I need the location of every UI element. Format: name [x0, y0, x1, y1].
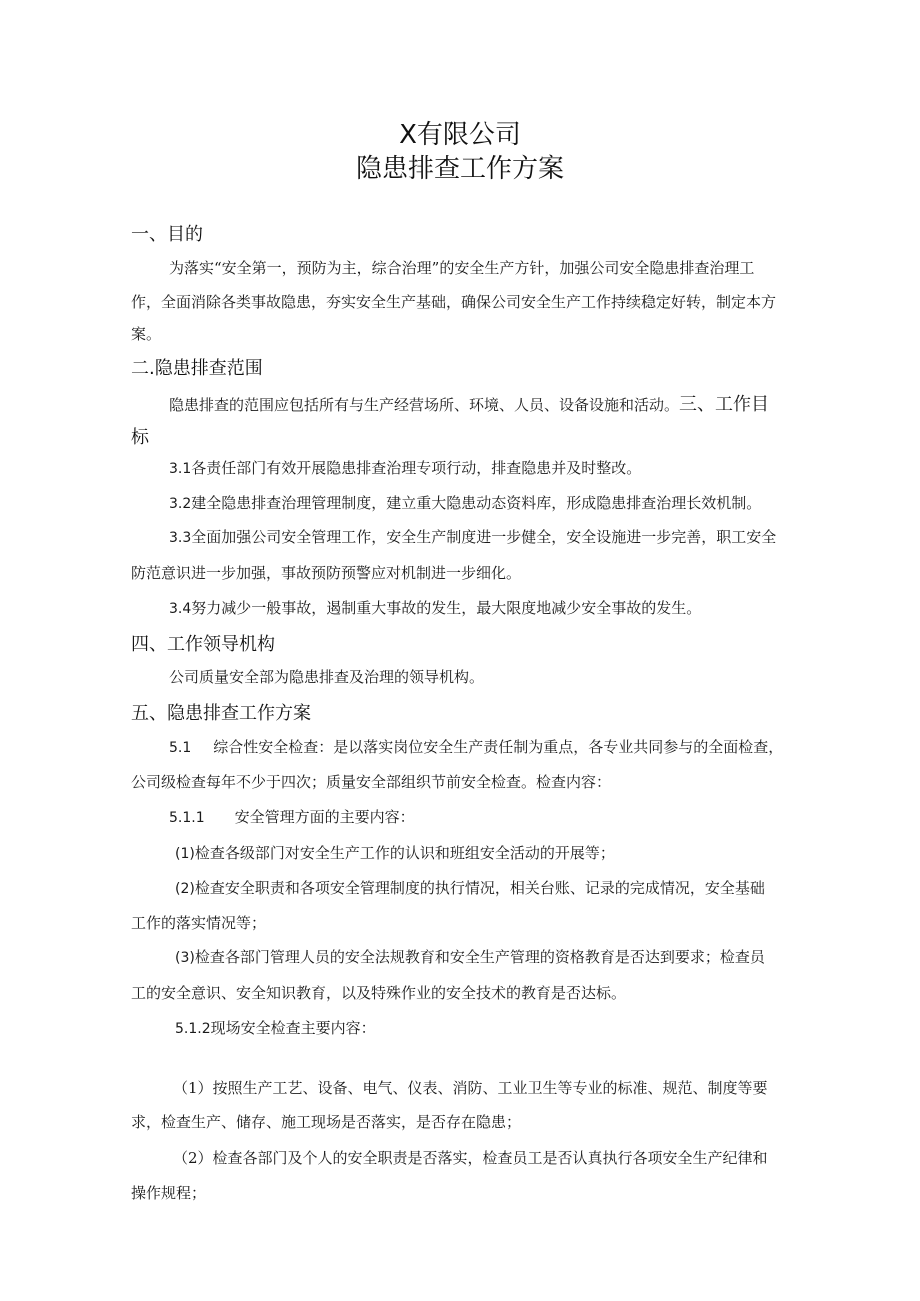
- paragraph-line: 公司级检查每年不少于四次；质量安全部组织节前安全检查。检查内容：: [131, 773, 612, 791]
- paragraph-line: 工作的落实情况等；: [131, 914, 267, 932]
- company-title: X有限公司: [399, 120, 521, 150]
- document-title: 隐患排查工作方案: [355, 154, 564, 184]
- list-item: 3.4努力减少一般事故，遏制重大事故的发生，最大限度地减少安全事故的发生。: [169, 599, 702, 617]
- paragraph-line: [169, 390, 769, 416]
- paragraph-line: 操作规程；: [131, 1184, 207, 1202]
- list-item: 3.2建全隐患排查治理管理制度，建立重大隐患动态资料库，形成隐患排查治理长效机制。: [169, 494, 762, 512]
- section-heading-scope: 二.隐患排查范围: [131, 358, 263, 379]
- list-item: (3)检查各部门管理人员的安全法规教育和安全生产管理的资格教育是否达到要求；检查员: [175, 948, 765, 966]
- list-item: （2）检查各部门及个人的安全职责是否落实，检查员工是否认真执行各项安全生产纪律和: [173, 1149, 768, 1167]
- paragraph-line: 为落实“安全第一，预防为主，综合治理”的安全生产方针，加强公司安全隐患排查治理工: [169, 259, 755, 277]
- list-item: 5.1.1 安全管理方面的主要内容：: [169, 808, 415, 826]
- section-heading-goals-cont: 标: [131, 427, 149, 448]
- list-item: 5.1 综合性安全检查：是以落实岗位安全生产责任制为重点，各专业共同参与的全面检查，: [169, 738, 784, 756]
- list-item: (1)检查各级部门对安全生产工作的认识和班组安全活动的开展等；: [175, 844, 615, 862]
- section-heading-plan: 五、隐患排查工作方案: [131, 703, 311, 724]
- paragraph-line: 作，全面消除各类事故隐患，夯实安全生产基础，确保公司安全生产工作持续稳定好转，制定本方: [131, 293, 777, 311]
- paragraph-line: 工的安全意识、安全知识教育，以及特殊作业的安全技术的教育是否达标。: [131, 984, 627, 1002]
- section-heading-leadership: 四、工作领导机构: [131, 634, 275, 655]
- list-item: 5.1.2现场安全检查主要内容：: [175, 1019, 376, 1037]
- paragraph-line: 公司质量安全部为隐患排查及治理的领导机构。: [169, 668, 485, 686]
- list-item: （1）按照生产工艺、设备、电气、仪表、消防、工业卫生等专业的标准、规范、制度等要: [173, 1079, 768, 1097]
- paragraph-line: 案。: [131, 325, 162, 343]
- section-heading-goals: 三、工作目: [679, 394, 770, 415]
- section-heading-purpose: 一、目的: [131, 224, 203, 245]
- paragraph-line: 求，检查生产、储存、施工现场是否落实，是否存在隐患；: [131, 1113, 522, 1131]
- list-item: 3.1各责任部门有效开展隐患排查治理专项行动，排查隐患并及时整改。: [169, 459, 642, 477]
- scope-text: 隐患排查的范围应包括所有与生产经营场所、环境、人员、设备设施和活动。: [169, 396, 680, 414]
- list-item: (2)检查安全职责和各项安全管理制度的执行情况，相关台账、记录的完成情况，安全基础: [175, 879, 765, 897]
- paragraph-line: 防范意识进一步加强，事故预防预警应对机制进一步细化。: [131, 564, 522, 582]
- list-item: 3.3全面加强公司安全管理工作，安全生产制度进一步健全，安全设施进一步完善，职工安全: [169, 528, 777, 546]
